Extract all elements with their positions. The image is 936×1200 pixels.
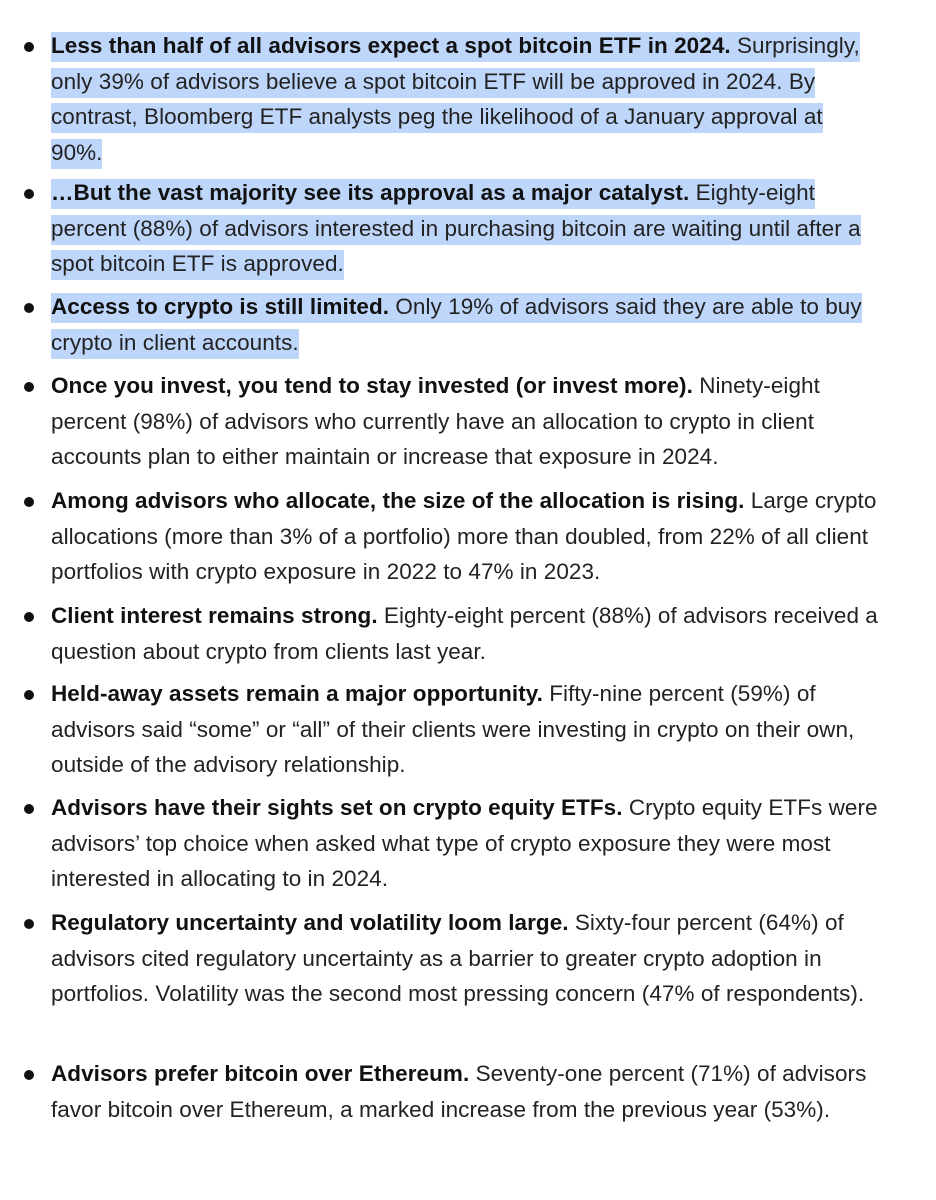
list-item-text	[51, 905, 881, 1012]
list-item-body: Seventy-one percent (71%) of advisors favor bitcoin over Ethereum, a marked increase from the previous year (53%).	[51, 1061, 867, 1122]
bullet-dot	[24, 303, 34, 313]
list-item-text	[51, 790, 881, 897]
bullet-dot	[24, 612, 34, 622]
list-item-text	[51, 1056, 881, 1127]
bullet-dot	[24, 804, 34, 814]
list-item-lead: Advisors prefer bitcoin over Ethereum.	[51, 1061, 470, 1086]
list-item-lead: …But the vast majority see its approval as a major catalyst.	[51, 179, 689, 209]
list-item-lead: Less than half of all advisors expect a spot bitcoin ETF in 2024.	[51, 32, 731, 62]
list-item-lead: Access to crypto is still limited.	[51, 293, 389, 323]
list-item-text	[51, 483, 881, 590]
bullet-dot	[24, 42, 34, 52]
list-item-body: Only 19% of advisors said they are able to buy crypto in client accounts.	[51, 293, 862, 359]
bullet-dot	[24, 1070, 34, 1080]
bullet-dot	[24, 919, 34, 929]
list-item-text	[51, 175, 871, 282]
list-item-lead: Among advisors who allocate, the size of the allocation is rising.	[51, 488, 745, 513]
list-item-text	[51, 368, 881, 475]
list-item-lead: Regulatory uncertainty and volatility loom large.	[51, 910, 569, 935]
list-item-text	[51, 28, 871, 170]
list-item-body: Fifty-nine percent (59%) of advisors said “some” or “all” of their clients were investing in crypto on their own, outside of the advisory relationship.	[51, 681, 855, 777]
list-item-lead: Once you invest, you tend to stay invested (or invest more).	[51, 373, 693, 398]
list-item-lead: Advisors have their sights set on crypto equity ETFs.	[51, 795, 623, 820]
list-item-lead: Client interest remains strong.	[51, 603, 378, 628]
list-item-text	[51, 289, 871, 360]
list-item-body: Eighty-eight percent (88%) of advisors interested in purchasing bitcoin are waiting until after a spot bitcoin ETF is approved.	[51, 179, 861, 280]
bullet-dot	[24, 690, 34, 700]
bullet-dot	[24, 382, 34, 392]
bullet-dot	[24, 497, 34, 507]
list-item-body: Eighty-eight percent (88%) of advisors received a question about crypto from clients last year.	[51, 603, 878, 664]
list-item-body: Sixty-four percent (64%) of advisors cited regulatory uncertainty as a barrier to greater crypto adoption in portfolios. Volatility was the second most pressing concern (47% of respondents).	[51, 910, 865, 1006]
list-item-body: Ninety-eight percent (98%) of advisors who currently have an allocation to crypto in client accounts plan to either maintain or increase that exposure in 2024.	[51, 373, 820, 469]
list-item-body: Large crypto allocations (more than 3% of a portfolio) more than doubled, from 22% of all client portfolios with crypto exposure in 2022 to 47% in 2023.	[51, 488, 877, 584]
bullet-dot	[24, 189, 34, 199]
list-item-text	[51, 676, 881, 783]
list-item-lead: Held-away assets remain a major opportunity.	[51, 681, 543, 706]
list-item-text	[51, 598, 881, 669]
list-item-body: Crypto equity ETFs were advisors’ top choice when asked what type of crypto exposure they were most interested in allocating to in 2024.	[51, 795, 878, 891]
list-item-body: Surprisingly, only 39% of advisors believe a spot bitcoin ETF will be approved in 2024. By contrast, Bloomberg ETF analysts peg the likelihood of a January approval at 90%.	[51, 32, 860, 169]
